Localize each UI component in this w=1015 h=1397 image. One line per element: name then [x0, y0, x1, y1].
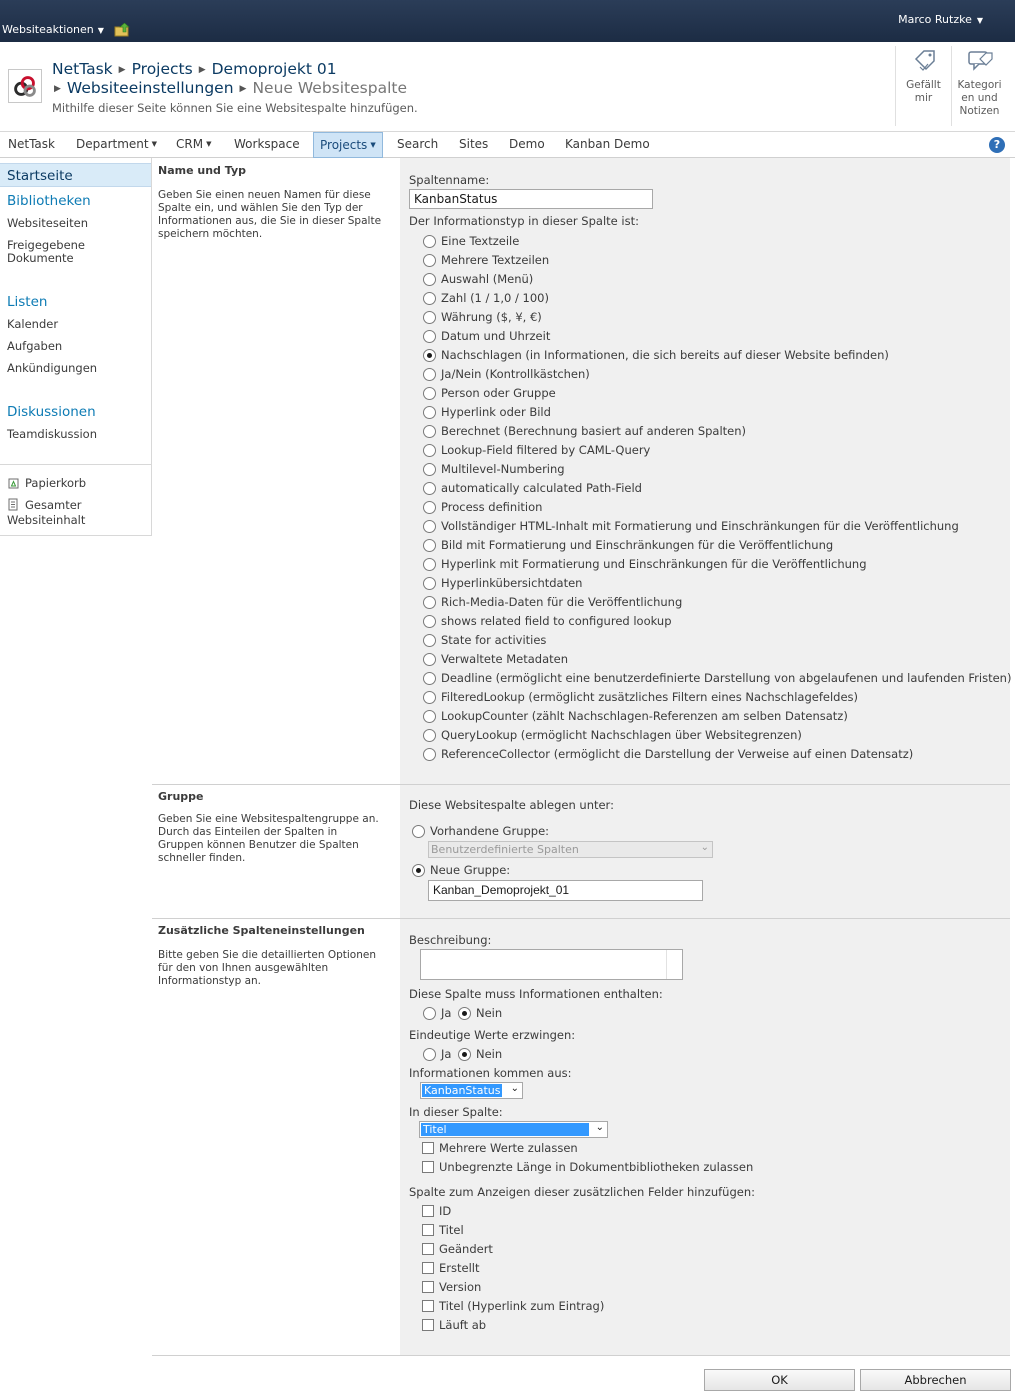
type-option[interactable]	[423, 443, 650, 457]
breadcrumb	[52, 60, 337, 78]
name-type-title: Name und Typ	[158, 164, 246, 177]
like-button[interactable]	[895, 46, 951, 126]
type-radio[interactable]	[423, 520, 436, 533]
required-label: Diese Spalte muss Informationen enthalten:	[409, 987, 663, 1001]
additional-field-checkbox[interactable]	[422, 1205, 434, 1217]
group-controls	[400, 785, 1010, 918]
type-option[interactable]	[423, 481, 642, 495]
additional-field-option[interactable]	[422, 1318, 486, 1332]
quick-launch-calendar[interactable]: Kalender	[7, 317, 59, 331]
type-option[interactable]	[423, 728, 802, 742]
like-label-1: Gefällt	[906, 79, 941, 91]
existing-group-option[interactable]	[412, 824, 549, 838]
additional-field-checkbox[interactable]	[422, 1243, 434, 1255]
nav-label: Projects	[320, 138, 368, 152]
allow-multiple-option[interactable]	[422, 1141, 578, 1155]
name-type-description-column	[152, 158, 400, 784]
nav-workspace[interactable]	[228, 132, 306, 158]
type-radio[interactable]	[423, 596, 436, 609]
type-radio[interactable]	[423, 672, 436, 685]
type-option-label: Hyperlink oder Bild	[441, 405, 551, 419]
additional-field-checkbox[interactable]	[422, 1281, 434, 1293]
type-option-label: automatically calculated Path-Field	[441, 481, 642, 495]
type-option[interactable]	[423, 557, 867, 571]
group-description: Geben Sie eine Websitespaltengruppe an. Durch das Einteilen der Spalten in Gruppen können Benutzer die Spalten schneller finden.	[158, 813, 379, 864]
type-radio[interactable]	[423, 425, 436, 438]
type-radio[interactable]	[423, 729, 436, 742]
additional-field-label: Titel	[439, 1223, 464, 1237]
textarea-scrollbar[interactable]	[666, 950, 682, 979]
type-option[interactable]	[423, 405, 551, 419]
ok-button[interactable]: OK	[704, 1369, 855, 1391]
type-option-label: Process definition	[441, 500, 543, 514]
type-option[interactable]	[423, 538, 833, 552]
existing-group-select	[428, 841, 713, 858]
page-description: Mithilfe dieser Seite können Sie eine Websitespalte hinzufügen.	[52, 101, 418, 115]
new-group-radio[interactable]	[412, 864, 425, 877]
new-group-input[interactable]: Kanban_Demoprojekt_01	[428, 880, 703, 901]
type-option-label: Rich-Media-Daten für die Veröffentlichung	[441, 595, 683, 609]
type-option[interactable]	[423, 367, 590, 381]
nav-sites[interactable]	[453, 132, 494, 158]
type-radio[interactable]	[423, 710, 436, 723]
unlimited-length-checkbox[interactable]	[422, 1161, 434, 1173]
recycle-bin-icon	[7, 476, 20, 489]
type-option-label: Verwaltete Metadaten	[441, 652, 569, 666]
existing-group-label: Vorhandene Gruppe:	[430, 824, 550, 838]
additional-field-option[interactable]	[422, 1223, 464, 1237]
type-radio[interactable]	[423, 330, 436, 343]
column-select-label: In dieser Spalte:	[409, 1105, 503, 1119]
add-fields-label: Spalte zum Anzeigen dieser zusätzlichen Felder hinzufügen:	[409, 1185, 755, 1199]
site-actions-label: Websiteaktionen	[2, 23, 94, 36]
type-option[interactable]	[423, 747, 913, 761]
like-label-2: mir	[914, 92, 933, 104]
new-group-option[interactable]	[412, 863, 510, 877]
top-bar	[0, 0, 1015, 42]
type-option-label: Nachschlagen (in Informationen, die sich bereits auf dieser Website befinden)	[441, 348, 889, 362]
source-select[interactable]	[420, 1082, 523, 1099]
additional-title: Zusätzliche Spalteneinstellungen	[158, 924, 365, 937]
additional-field-option[interactable]	[422, 1280, 481, 1294]
type-option[interactable]	[423, 329, 550, 343]
additional-field-option[interactable]	[422, 1204, 451, 1218]
required-no-label: Nein	[476, 1006, 503, 1020]
breadcrumb-arrow-icon: ▶	[239, 84, 247, 94]
required-yes-radio[interactable]	[423, 1007, 436, 1020]
source-value: KanbanStatus	[424, 1084, 501, 1097]
section-divider	[152, 1355, 1010, 1356]
quick-launch-divider	[0, 464, 151, 465]
all-content-icon	[7, 498, 20, 511]
type-option-label: Hyperlinkübersichtdaten	[441, 576, 583, 590]
nav-nettask[interactable]	[2, 132, 61, 158]
breadcrumb-second-line	[52, 79, 407, 97]
quick-launch-all-content[interactable]	[7, 498, 82, 512]
breadcrumb-arrow-icon: ▶	[198, 65, 206, 75]
group-section	[152, 785, 1010, 918]
type-option[interactable]	[423, 576, 582, 590]
type-option-label: Vollständiger HTML-Inhalt mit Formatierung und Einschränkungen für die Veröffentlichung	[441, 519, 959, 533]
type-radio[interactable]	[423, 691, 436, 704]
quick-launch-discussions[interactable]: Diskussionen	[7, 404, 96, 420]
additional-description-column	[152, 919, 400, 1355]
type-radio[interactable]	[423, 501, 436, 514]
unlimited-length-option[interactable]	[422, 1160, 753, 1174]
type-option-label: Mehrere Textzeilen	[441, 253, 550, 267]
type-option[interactable]	[423, 348, 889, 362]
type-radio[interactable]	[423, 653, 436, 666]
nav-demo[interactable]	[503, 132, 551, 158]
additional-field-label: Version	[439, 1280, 482, 1294]
quick-launch-all-content-2[interactable]: Websiteinhalt	[7, 513, 86, 527]
group-title: Gruppe	[158, 790, 204, 803]
chevron-down-icon: ⌄	[700, 842, 709, 853]
existing-group-value: Benutzerdefinierte Spalten	[431, 843, 579, 856]
tags-notes-icon	[966, 49, 994, 75]
type-option-label: Eine Textzeile	[441, 234, 520, 248]
type-radio[interactable]	[423, 482, 436, 495]
nav-label: Department	[76, 137, 149, 151]
type-option[interactable]	[423, 253, 549, 267]
type-option-label: LookupCounter (zählt Nachschlagen-Referenzen am selben Datensatz)	[441, 709, 848, 723]
site-actions-menu[interactable]	[2, 23, 104, 36]
breadcrumb-projects[interactable]: Projects	[131, 60, 193, 78]
nav-label: Demo	[509, 137, 545, 151]
type-option[interactable]	[423, 386, 556, 400]
chevron-down-icon: ▼	[97, 26, 104, 35]
quick-launch-home[interactable]: Startseite	[0, 163, 151, 187]
breadcrumb-demoprojekt[interactable]: Demoprojekt 01	[211, 60, 337, 78]
help-icon[interactable]: ?	[989, 137, 1005, 153]
breadcrumb-arrow-icon: ▶	[118, 65, 126, 75]
unique-no-label: Nein	[476, 1047, 503, 1061]
unlimited-length-label: Unbegrenzte Länge in Dokumentbibliotheken zulassen	[439, 1160, 754, 1174]
breadcrumb-nettask[interactable]: NetTask	[52, 60, 113, 78]
type-radio[interactable]	[423, 634, 436, 647]
nav-label: Search	[397, 137, 439, 151]
nav-department[interactable]	[70, 132, 163, 158]
type-radio[interactable]	[423, 387, 436, 400]
page-title: Neue Websitespalte	[252, 79, 407, 97]
type-option-label: Ja/Nein (Kontrollkästchen)	[441, 367, 590, 381]
title-area	[0, 42, 1015, 132]
type-radio[interactable]	[423, 311, 436, 324]
additional-field-label: Geändert	[439, 1242, 493, 1256]
breadcrumb-arrow-icon: ▶	[54, 84, 61, 94]
new-group-label: Neue Gruppe:	[430, 863, 511, 877]
type-option[interactable]	[423, 633, 546, 647]
type-radio[interactable]	[423, 273, 436, 286]
type-option[interactable]	[423, 652, 568, 666]
user-name: Marco Rutzke	[898, 13, 972, 26]
type-option-label: FilteredLookup (ermöglicht zusätzliches Filtern eines Nachschlagefeldes)	[441, 690, 859, 704]
chevron-down-icon: ▼	[976, 16, 983, 25]
type-option-label: ReferenceCollector (ermöglicht die Darstellung der Verweise auf einen Datensatz)	[441, 747, 914, 761]
top-navigation	[0, 132, 1015, 158]
nav-search[interactable]	[391, 132, 444, 158]
type-option[interactable]	[423, 690, 858, 704]
name-type-controls	[400, 158, 1010, 784]
type-option[interactable]	[423, 709, 848, 723]
type-radio[interactable]	[423, 577, 436, 590]
type-option-label: Währung ($, ¥, €)	[441, 310, 542, 324]
type-option[interactable]	[423, 234, 519, 248]
cancel-button[interactable]: Abbrechen	[860, 1369, 1011, 1391]
type-option-label: shows related field to configured lookup	[441, 614, 672, 628]
quick-launch-shared-docs-2[interactable]: Dokumente	[7, 251, 74, 265]
type-option-label: Berechnet (Berechnung basiert auf anderen Spalten)	[441, 424, 747, 438]
type-radio[interactable]	[423, 254, 436, 267]
type-option-label: Auswahl (Menü)	[441, 272, 534, 286]
unique-no-option[interactable]	[458, 1047, 502, 1061]
nav-projects[interactable]	[313, 132, 383, 158]
group-label: Diese Websitespalte ablegen unter:	[409, 798, 614, 812]
nav-kanban-demo[interactable]	[559, 132, 656, 158]
chevron-down-icon: ▼	[151, 140, 158, 148]
nav-label: Sites	[459, 137, 489, 151]
required-no-option[interactable]	[458, 1006, 502, 1020]
column-name-label: Spaltenname:	[409, 173, 490, 187]
additional-field-option[interactable]	[422, 1261, 479, 1275]
nav-label: NetTask	[8, 137, 55, 151]
additional-description: Bitte geben Sie die detaillierten Optionen für den von Ihnen ausgewählten Informationstyp an.	[158, 949, 377, 987]
additional-field-checkbox[interactable]	[422, 1300, 434, 1312]
tags-label-2: en und	[961, 92, 998, 104]
additional-controls	[400, 919, 1010, 1355]
type-option-label: Datum und Uhrzeit	[441, 329, 551, 343]
chevron-down-icon: ⌄	[595, 1122, 604, 1133]
description-textarea[interactable]	[420, 949, 683, 980]
type-radio[interactable]	[423, 235, 436, 248]
nav-label: CRM	[176, 137, 204, 151]
type-radio[interactable]	[423, 539, 436, 552]
required-yes-label: Ja	[441, 1006, 452, 1020]
breadcrumb-site-settings[interactable]: Websiteeinstellungen	[66, 79, 234, 97]
existing-group-radio[interactable]	[412, 825, 425, 838]
user-menu[interactable]	[898, 13, 983, 26]
type-radio[interactable]	[423, 748, 436, 761]
type-option[interactable]	[423, 272, 533, 286]
like-tag-icon	[910, 49, 938, 75]
column-value: Titel	[421, 1123, 589, 1136]
type-option[interactable]	[423, 291, 549, 305]
type-radio[interactable]	[423, 368, 436, 381]
source-label: Informationen kommen aus:	[409, 1066, 572, 1080]
type-radio[interactable]	[423, 292, 436, 305]
unique-label: Eindeutige Werte erzwingen:	[409, 1028, 576, 1042]
nav-label: Kanban Demo	[565, 137, 650, 151]
chevron-down-icon: ⌄	[510, 1083, 519, 1094]
column-name-input[interactable]: KanbanStatus	[409, 189, 653, 209]
type-option[interactable]	[423, 462, 565, 476]
type-option[interactable]	[423, 424, 746, 438]
additional-field-option[interactable]	[422, 1242, 493, 1256]
recycle-bin-label: Papierkorb	[25, 476, 87, 490]
type-option-label: QueryLookup (ermöglicht Nachschlagen über Websitegrenzen)	[441, 728, 802, 742]
additional-field-label: Erstellt	[439, 1261, 480, 1275]
type-option[interactable]	[423, 500, 542, 514]
additional-field-label: Läuft ab	[439, 1318, 487, 1332]
type-label: Der Informationstyp in dieser Spalte ist:	[409, 214, 639, 228]
quick-launch-announcements[interactable]: Ankündigungen	[7, 361, 98, 375]
additional-settings-section	[152, 919, 1010, 1355]
type-option-label: Bild mit Formatierung und Einschränkungen für die Veröffentlichung	[441, 538, 834, 552]
nav-label: Workspace	[234, 137, 300, 151]
tags-label-1: Kategori	[957, 79, 1002, 91]
navigate-up-icon[interactable]	[114, 23, 130, 37]
quick-launch-team-discussion[interactable]: Teamdiskussion	[7, 427, 97, 441]
name-type-section	[152, 158, 1010, 784]
type-option-label: State for activities	[441, 633, 547, 647]
quick-launch	[0, 158, 152, 536]
type-option[interactable]	[423, 595, 682, 609]
type-option-label: Hyperlink mit Formatierung und Einschränkungen für die Veröffentlichung	[441, 557, 867, 571]
type-option[interactable]	[423, 519, 959, 533]
site-logo-icon[interactable]	[8, 69, 42, 103]
type-radio[interactable]	[423, 558, 436, 571]
additional-field-option[interactable]	[422, 1299, 604, 1313]
unique-yes-radio[interactable]	[423, 1048, 436, 1061]
required-yes-option[interactable]	[423, 1006, 451, 1020]
type-radio[interactable]	[423, 406, 436, 419]
quick-launch-tasks[interactable]: Aufgaben	[7, 339, 63, 353]
additional-field-label: Titel (Hyperlink zum Eintrag)	[439, 1299, 605, 1313]
allow-multiple-label: Mehrere Werte zulassen	[439, 1141, 578, 1155]
additional-field-label: ID	[439, 1204, 452, 1218]
quick-launch-recycle-bin[interactable]	[7, 476, 86, 490]
unique-yes-label: Ja	[441, 1047, 452, 1061]
type-option[interactable]	[423, 310, 542, 324]
description-label: Beschreibung:	[409, 933, 492, 947]
chevron-down-icon: ▼	[370, 141, 376, 149]
type-option[interactable]	[423, 614, 672, 628]
type-radio[interactable]	[423, 349, 436, 362]
type-radio[interactable]	[423, 444, 436, 457]
quick-launch-shared-docs-1[interactable]: Freigegebene	[7, 238, 86, 252]
type-option-label: Person oder Gruppe	[441, 386, 556, 400]
type-option-label: Lookup-Field filtered by CAML-Query	[441, 443, 651, 457]
additional-field-checkbox[interactable]	[422, 1262, 434, 1274]
type-option-label: Multilevel-Numbering	[441, 462, 565, 476]
unique-yes-option[interactable]	[423, 1047, 451, 1061]
column-select[interactable]	[419, 1121, 608, 1138]
group-description-column	[152, 785, 400, 918]
type-option-label: Zahl (1 / 1,0 / 100)	[441, 291, 549, 305]
type-option-label: Deadline (ermöglicht eine benutzerdefinierte Darstellung von abgelaufenen und laufenden Fristen)	[441, 671, 1012, 685]
nav-crm[interactable]	[170, 132, 217, 158]
additional-field-checkbox[interactable]	[422, 1319, 434, 1331]
name-type-description: Geben Sie einen neuen Namen für diese Spalte ein, und wählen Sie den Typ der Informationen aus, die Sie in dieser Spalte speichern möchten.	[158, 189, 382, 240]
quick-launch-site-pages[interactable]: Websiteseiten	[7, 216, 88, 230]
type-radio[interactable]	[423, 463, 436, 476]
quick-launch-libraries[interactable]: Bibliotheken	[7, 193, 91, 209]
quick-launch-lists[interactable]: Listen	[7, 294, 48, 310]
tags-label-3: Notizen	[959, 105, 1000, 117]
additional-field-checkbox[interactable]	[422, 1224, 434, 1236]
unique-no-radio[interactable]	[458, 1048, 471, 1061]
all-content-label-1: Gesamter	[25, 498, 82, 512]
tags-notes-button[interactable]	[951, 46, 1007, 126]
social-ribbon	[895, 46, 1007, 126]
type-radio[interactable]	[423, 615, 436, 628]
type-option[interactable]	[423, 671, 1011, 685]
chevron-down-icon: ▼	[206, 140, 212, 148]
allow-multiple-checkbox[interactable]	[422, 1142, 434, 1154]
required-no-radio[interactable]	[458, 1007, 471, 1020]
